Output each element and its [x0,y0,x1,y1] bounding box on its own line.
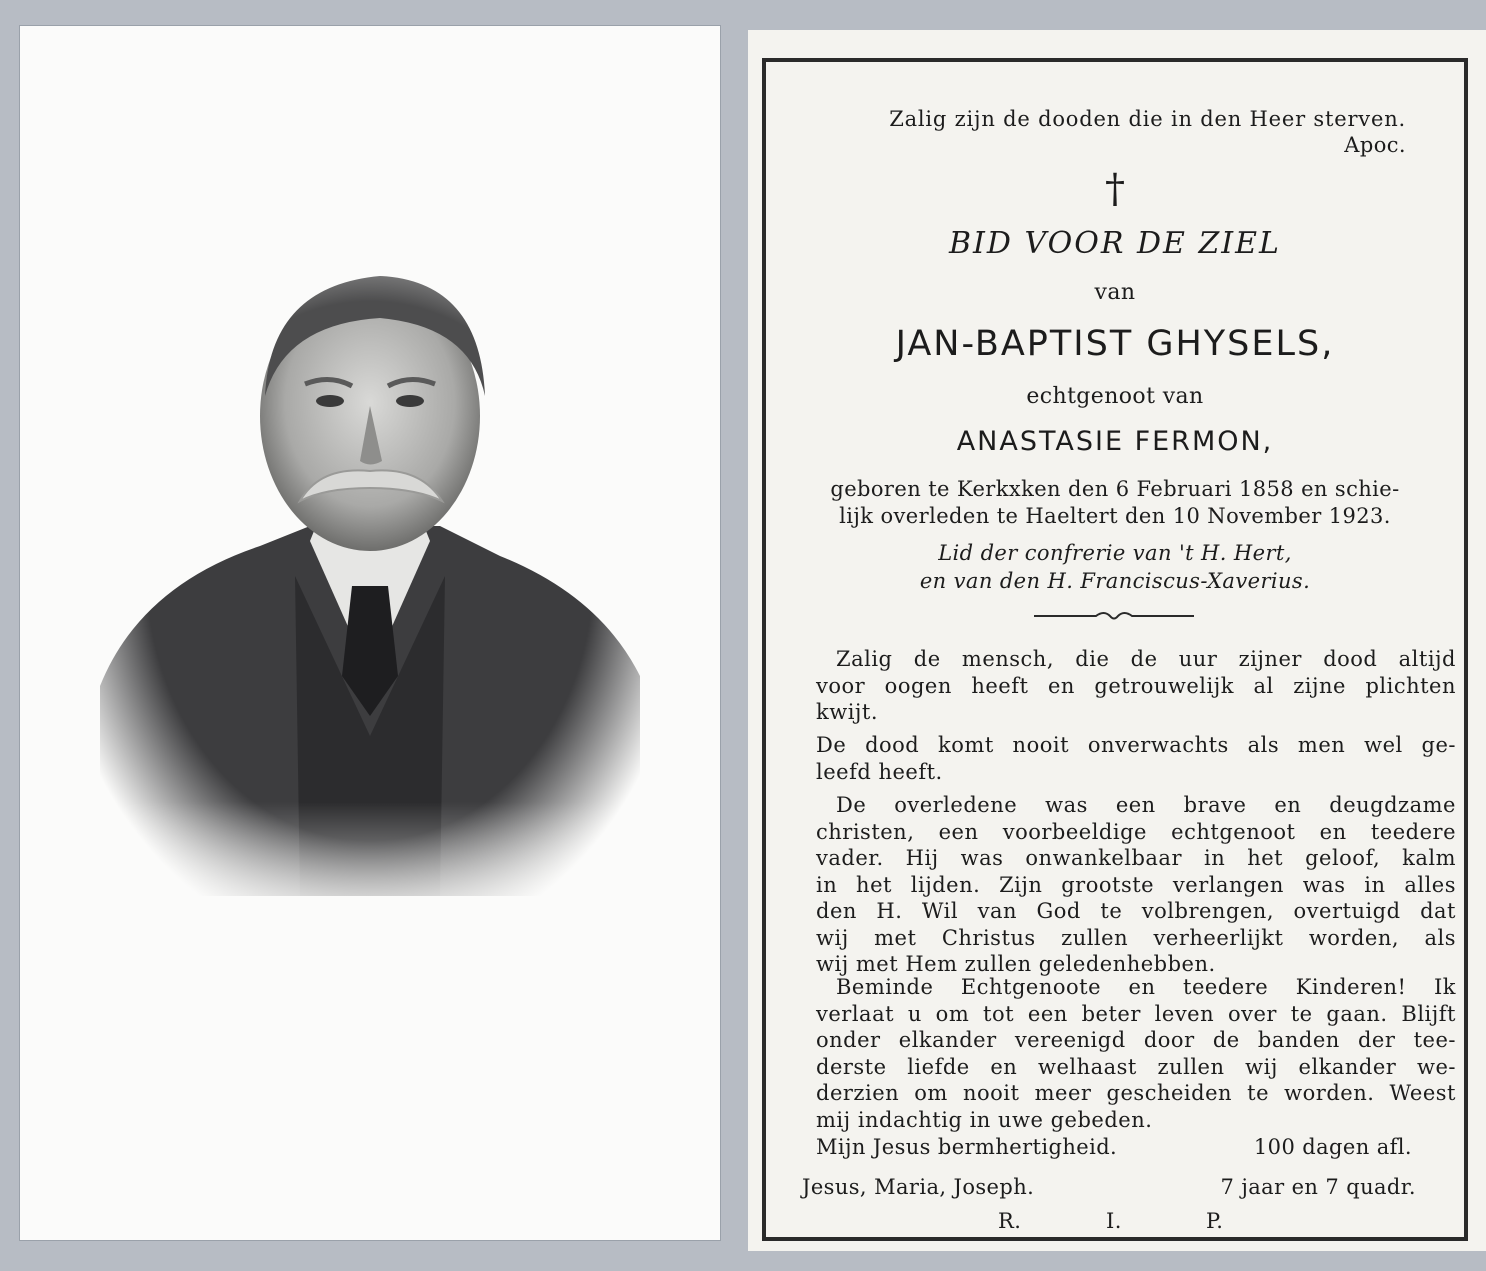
portrait-photo [80,256,660,956]
paragraph-3 [816,792,1456,978]
paragraph-line: in het lijden. Zijn grootste verlangen was in alles [816,872,1456,897]
card-frame [762,58,1468,1241]
paragraph-line: onder elkander vereenigd door de banden der tee- [816,1028,1456,1052]
paragraph-line: verlaat u om tot een beter leven over te gaan. Blijft [816,1001,1456,1026]
indulgence-prayer-2: Jesus, Maria, Joseph. [802,1175,1035,1199]
prayer-heading: BID VOOR DE ZIEL [949,226,1281,261]
rip-r: R. [998,1209,1022,1233]
rip-i: I. [1106,1209,1122,1233]
paragraph-line: De dood komt nooit onverwachts als men wel ge- [816,733,1456,757]
paragraph-line: Beminde Echtgenoote en teedere Kinderen! Ik [836,975,1456,999]
life-line-2: lijk overleden te Haeltert den 10 November 1923. [839,504,1391,528]
membership-line-1: Lid der confrerie van 't H. Hert, [938,541,1292,565]
paragraph-line: mij indachtig in uwe gebeden. [816,1107,1153,1132]
paragraph-line: leefd heeft. [816,759,943,784]
cross-icon: † [1105,166,1125,212]
paragraph-2 [816,732,1456,785]
ornament-divider [1034,608,1194,624]
paragraph-line: wij met Christus zullen verheerlijkt worden, als [816,925,1456,950]
indulgence-value-1: 100 dagen afl. [1253,1135,1412,1159]
paragraph-line: den H. Wil van God te volbrengen, overtuigd dat [816,899,1456,923]
spouse-name: ANASTASIE FERMON, [956,426,1274,457]
paragraph-line: vader. Hij was onwankelbaar in het geloof, kalm [816,846,1456,870]
van-label: van [1094,280,1136,305]
rip-p: P. [1206,1209,1224,1233]
paragraph-4 [816,974,1456,1133]
paragraph-line: derzien om nooit meer gescheiden te worden. Weest [816,1081,1456,1105]
epigraph-source: Apoc. [1344,133,1406,157]
paragraph-line: De overledene was een brave en deugdzame [836,793,1456,817]
spouse-intro: echtgenoot van [1026,384,1204,409]
paragraph-line: christen, een voorbeeldige echtgenoot en teedere [816,819,1456,844]
paragraph-1 [816,646,1456,726]
indulgence-value-2: 7 jaar en 7 quadr. [1220,1175,1416,1199]
paragraph-line: wij met Hem zullen geledenhebben. [816,952,1216,976]
memorial-card [748,30,1486,1251]
paragraph-line: kwijt. [816,700,879,724]
deceased-name: JAN-BAPTIST GHYSELS, [895,324,1335,364]
membership-line-2: en van den H. Franciscus-Xaverius. [919,569,1311,593]
portrait-card [20,26,720,1240]
epigraph: Zalig zijn de dooden die in den Heer sterven. [889,107,1406,131]
paragraph-line: Zalig de mensch, die de uur zijner dood altijd [836,647,1456,671]
life-line-1: geboren te Kerkxken den 6 Februari 1858 en schie- [830,477,1400,501]
indulgence-prayer-1: Mijn Jesus bermhertigheid. [816,1135,1118,1159]
paragraph-line: derste liefde en welhaast zullen wij elkander we- [816,1054,1456,1079]
paragraph-line: voor oogen heeft en getrouwelijk al zijne plichten [816,673,1456,698]
